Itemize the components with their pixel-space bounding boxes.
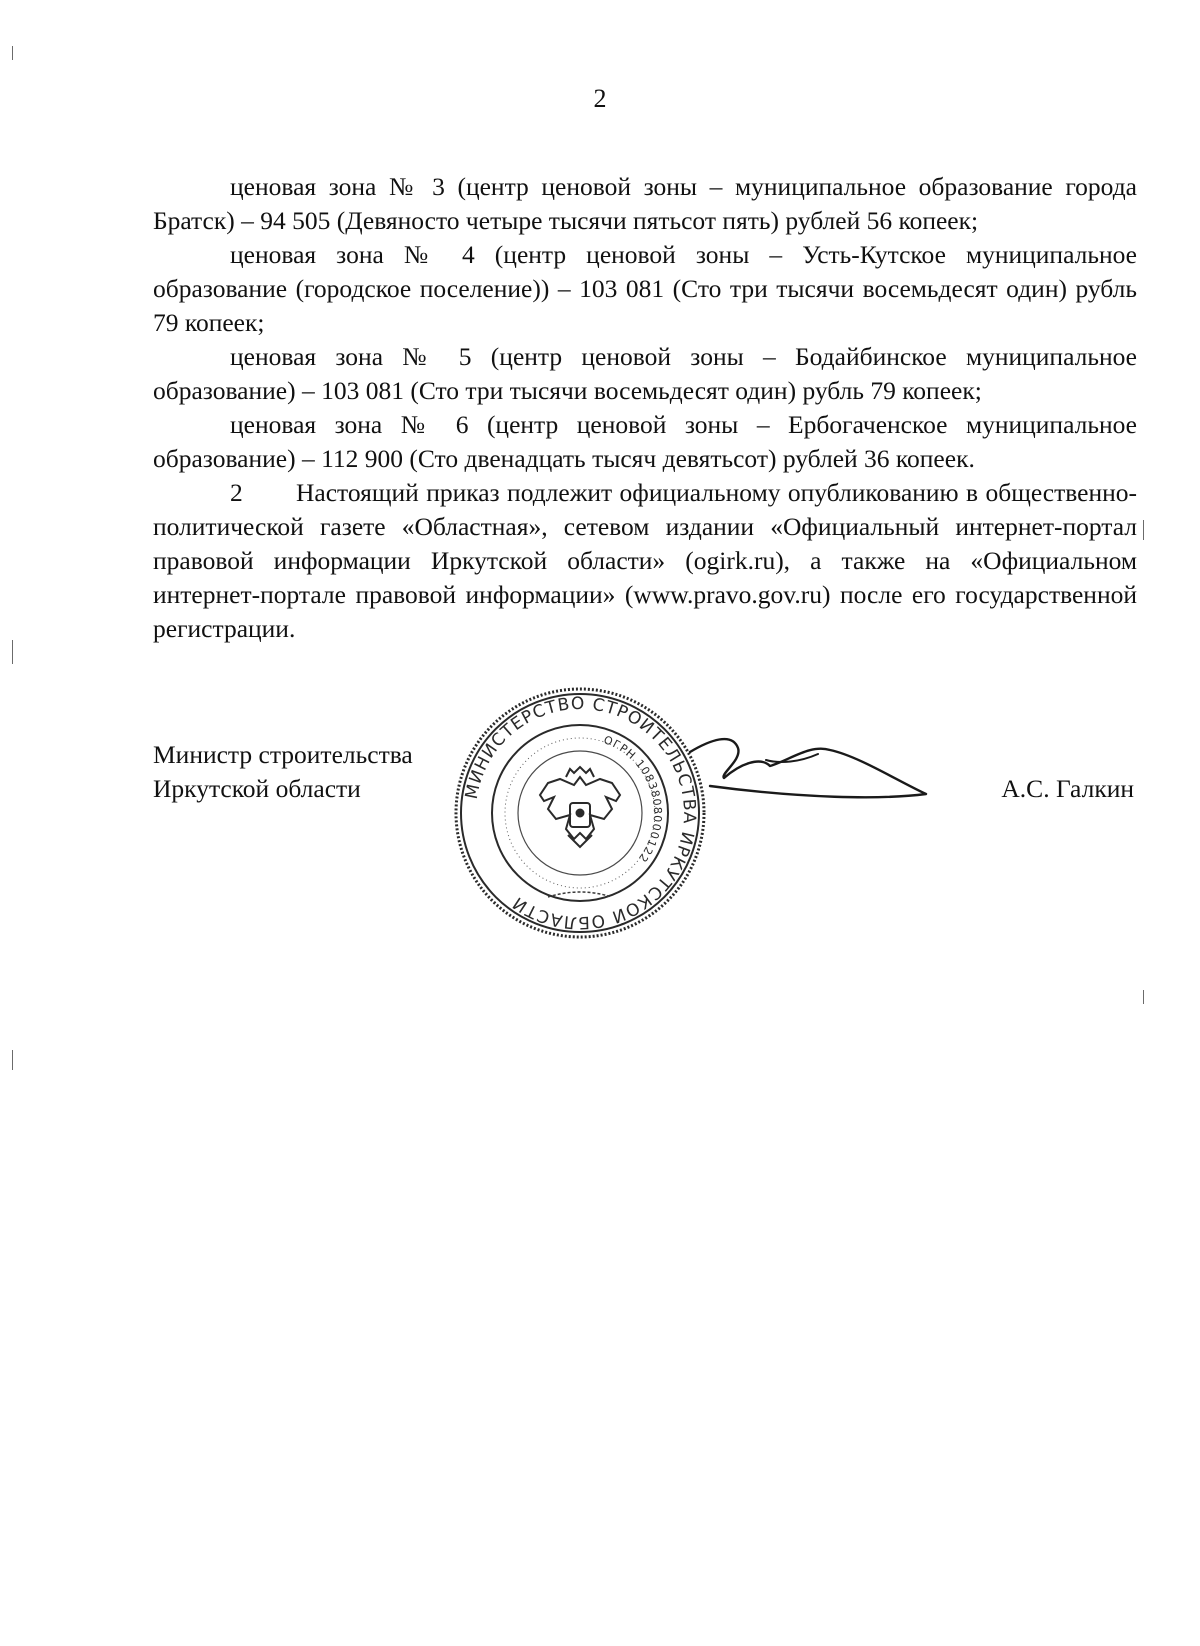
scan-artifact (12, 1050, 13, 1070)
page-number: 2 (593, 84, 607, 113)
paragraph-price-zone-5: ценовая зона № 5 (центр ценовой зоны – Бодайбинское муниципальное образование) – 103 081 (Сто три тысячи восемьдесят один) рубль 79 копеек; (153, 342, 1137, 405)
scan-artifact (1143, 520, 1144, 540)
scan-artifact (12, 46, 13, 60)
coat-of-arms-icon (540, 767, 620, 847)
seal-outer-text: МИНИСТЕРСТВО СТРОИТЕЛЬСТВА ИРКУТСКОЙ ОБЛАСТИ (461, 693, 700, 933)
signer-name: А.С. Галкин (1001, 774, 1134, 803)
signer-title-line-2: Иркутской области (153, 774, 361, 803)
signer-title (153, 738, 413, 806)
scan-artifact (12, 640, 13, 664)
paragraph-price-zone-3: ценовая зона № 3 (центр ценовой зоны – муниципальное образование города Братск) – 94 505 (Девяносто четыре тысячи пятьсот пять) рублей 56 копеек; (153, 172, 1137, 235)
signer-title-line-1: Министр строительства (153, 740, 413, 769)
paragraph-clause-2 (153, 476, 1137, 646)
scan-artifact (1143, 990, 1144, 1004)
handwritten-signature (680, 720, 950, 830)
paragraph-price-zone-4: ценовая зона № 4 (центр ценовой зоны – Усть-Кутское муниципальное образование (городское поселение)) – 103 081 (Сто три тысячи восемьдесят один) рубль 79 копеек; (153, 240, 1137, 337)
clause-text: Настоящий приказ подлежит официальному опубликованию в общественно-политической газете «Областная», сетевом издании «Официальный интернет-портал правовой информации Иркутской области» (ogirk.ru), а также на «Официальном интернет-портале правовой информации» (www.pravo.gov.ru) после его государственной регистрации. (153, 478, 1137, 643)
paragraph-price-zone-6: ценовая зона № 6 (центр ценовой зоны – Ербогаченское муниципальное образование) – 112 900 (Сто двенадцать тысяч девятьсот) рублей 36 копеек. (153, 410, 1137, 473)
document-body (153, 170, 1137, 646)
seal-inner-text: ОГРН 1083808000122 (601, 733, 665, 866)
official-seal-stamp (452, 685, 708, 941)
clause-number: 2 (230, 478, 243, 507)
